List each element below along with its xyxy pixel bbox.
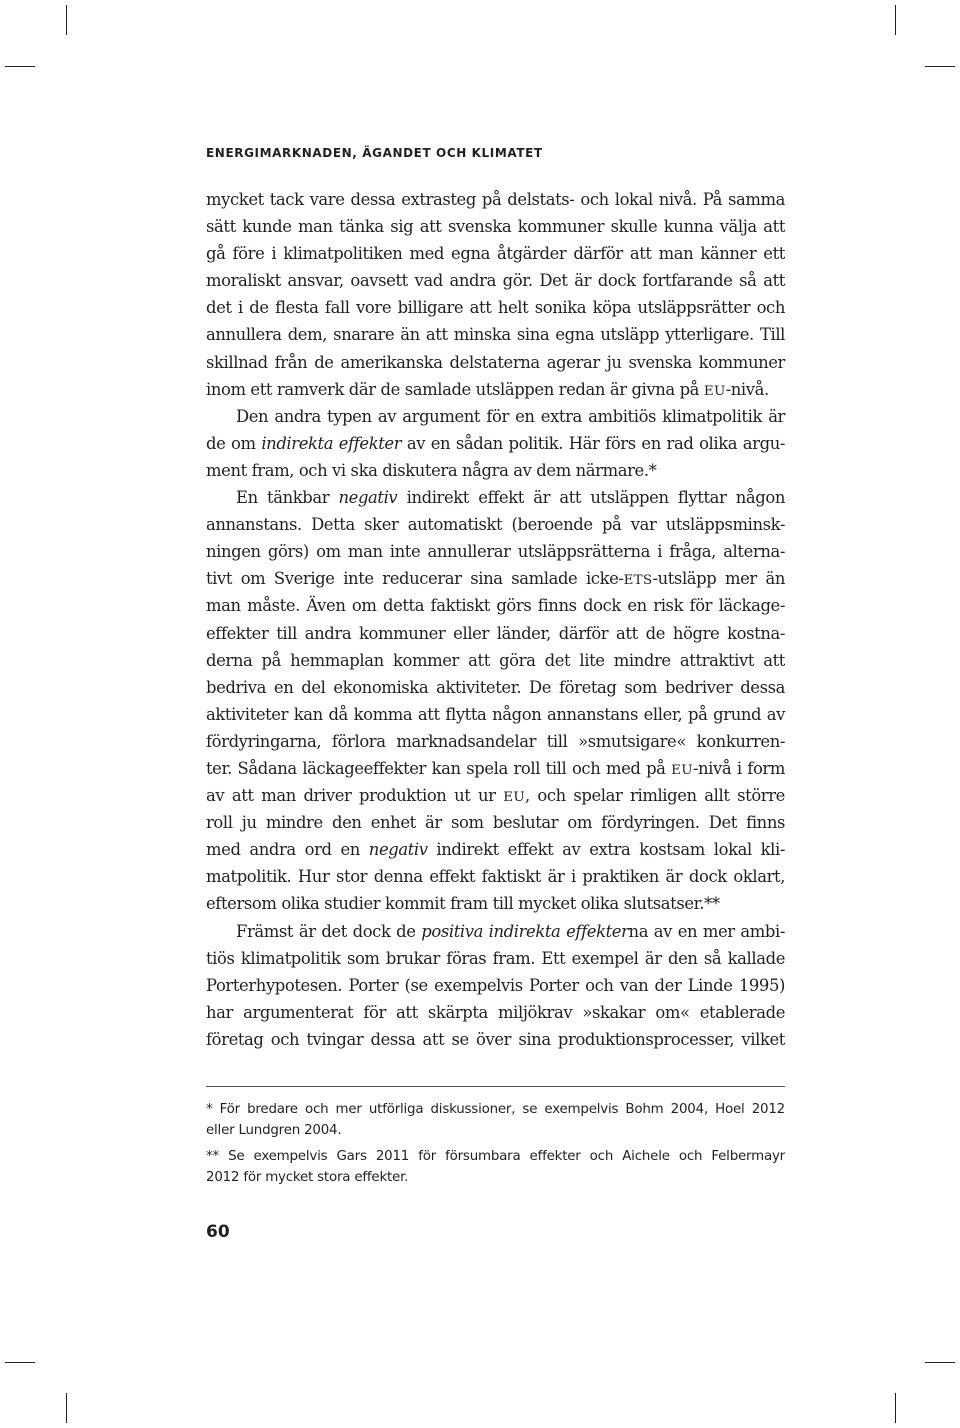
body-line: man måste. Även om detta faktiskt görs finns dock en risk för läckage- (206, 596, 785, 616)
body-line: tivt om Sverige inte reducerar sina samlade icke-ETS-utsläpp mer än (206, 569, 785, 589)
body-line: roll ju mindre den enhet är som beslutar om fördyringen. Det finns (206, 813, 785, 833)
body-line: derna på hemmaplan kommer att göra det lite mindre attraktivt att (206, 650, 785, 670)
body-line: skillnad från de amerikanska delstaterna agerar ju svenska kommuner (206, 352, 785, 372)
crop-mark-top-right-horizontal (925, 66, 955, 67)
crop-mark-top-left-horizontal (5, 66, 35, 67)
body-line: aktiviteter kan då komma att flytta någon annanstans eller, på grund av (206, 704, 785, 724)
crop-mark-bottom-left-vertical (66, 1393, 67, 1423)
footnote-line: ** Se exempelvis Gars 2011 för försumbara effekter och Aichele och Felbermayr (206, 1149, 785, 1164)
body-line: av att man driver produktion ut ur EU, och spelar rimligen allt större (206, 786, 785, 806)
body-line: fördyringarna, förlora marknadsandelar till »smutsigare« konkurren- (206, 731, 785, 751)
body-line: matpolitik. Hur stor denna effekt faktiskt är i praktiken är dock oklart, (206, 867, 785, 887)
body-line: bedriva en del ekonomiska aktiviteter. De företag som bedriver dessa (206, 677, 785, 697)
footnote-line: * För bredare och mer utförliga diskussioner, se exempelvis Bohm 2004, Hoel 2012 (206, 1102, 785, 1117)
footnotes (206, 1099, 785, 1188)
body-line: har argumenterat för att skärpta miljökrav »skakar om« etablerade (206, 1002, 785, 1022)
body-line: ter. Sådana läckageeffekter kan spela roll till och med på EU-nivå i form (206, 758, 785, 778)
body-line: annanstans. Detta sker automatiskt (beroende på var utsläppsminsk- (206, 515, 785, 535)
body-line: mycket tack vare dessa extrasteg på delstats- och lokal nivå. På samma (206, 190, 785, 209)
footnote-line: 2012 för mycket stora effekter. (206, 1170, 409, 1185)
crop-mark-bottom-right-vertical (895, 1393, 896, 1423)
body-line: Porterhypotesen. Porter (se exempelvis Porter och van der Linde 1995) (206, 975, 785, 995)
body-line: effekter till andra kommuner eller länder, därför att de högre kostna- (206, 623, 785, 643)
body-line: Den andra typen av argument för en extra ambitiös klimatpolitik är (236, 406, 785, 426)
crop-mark-top-right-vertical (895, 5, 896, 35)
crop-mark-bottom-left-horizontal (5, 1362, 35, 1363)
body-line: eftersom olika studier kommit fram till mycket olika slutsatser.** (206, 894, 720, 914)
body-text (206, 186, 785, 1053)
body-line: En tänkbar negativ indirekt effekt är att utsläppen flyttar någon (236, 488, 786, 508)
body-line: ningen görs) om man inte annullerar utsläppsrätterna i fråga, alterna- (206, 542, 785, 562)
footnote-divider (206, 1086, 785, 1087)
body-line: det i de flesta fall vore billigare att helt sonika köpa utsläppsrätter och (206, 298, 785, 318)
body-line: de om indirekta effekter av en sådan politik. Här förs en rad olika argu- (206, 433, 785, 453)
body-line: moraliskt ansvar, oavsett vad andra gör. Det är dock fortfarande så att (206, 271, 785, 291)
footnote-line: eller Lundgren 2004. (206, 1123, 342, 1138)
body-line: med andra ord en negativ indirekt effekt av extra kostsam lokal kli- (206, 840, 786, 860)
crop-mark-top-left-vertical (66, 5, 67, 35)
body-line: Främst är det dock de positiva indirekta effekterna av en mer ambi- (236, 921, 786, 941)
body-line: ment fram, och vi ska diskutera några av dem närmare.* (206, 460, 657, 480)
body-line: tiös klimatpolitik som brukar föras fram. Ett exempel är den så kallade (206, 948, 785, 968)
crop-mark-bottom-right-horizontal (925, 1362, 955, 1363)
body-line: gå före i klimatpolitiken med egna åtgärder därför att man känner ett (206, 244, 785, 264)
page-number: 60 (206, 1222, 230, 1242)
running-header: ENERGIMARKNADEN, ÄGANDET OCH KLIMATET (206, 146, 543, 160)
body-line: företag och tvingar dessa att se över sina produktionsprocesser, vilket (206, 1029, 785, 1049)
body-line: inom ett ramverk där de samlade utsläppen redan är givna på EU-nivå. (206, 379, 769, 399)
body-line: annullera dem, snarare än att minska sina egna utsläpp ytterligare. Till (206, 325, 785, 345)
body-line: sätt kunde man tänka sig att svenska kommuner skulle kunna välja att (206, 217, 785, 237)
